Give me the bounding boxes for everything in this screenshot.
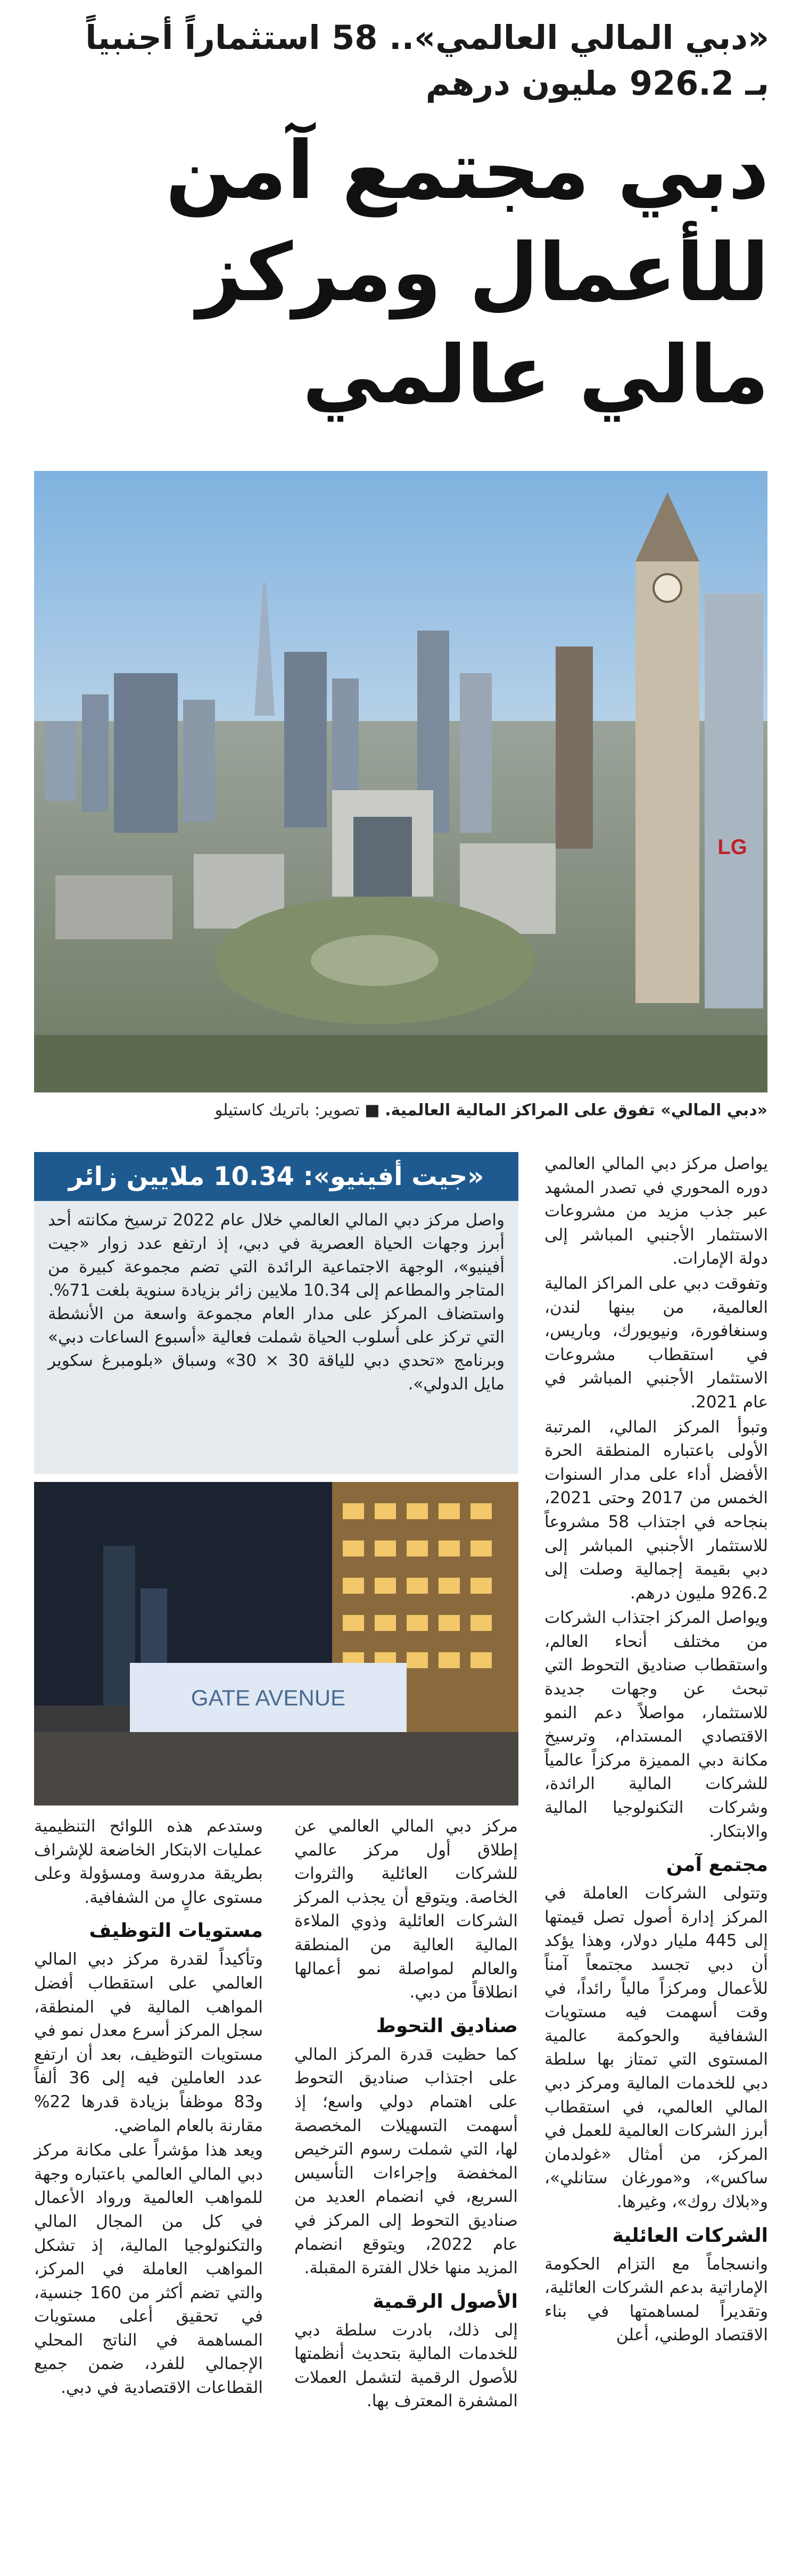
paragraph: وتبوأ المركز المالي، المرتبة الأولى باعتباره المنطقة الحرة الأفضل أداء على مدار السنوات الخمس من 2017 وحتى 2021، بنجاحه في اجتذاب 58 مشروعاً للاستثمار الأجنبي المباشر إلى دبي بقيمة إجمالية وصلت إلى 926.2 مليون درهم.	[544, 1417, 768, 1603]
caption-bold: «دبي المالي» تفوق على المراكز المالية العالمية.	[385, 1101, 767, 1120]
billboard-text: GATE AVENUE	[191, 1685, 346, 1710]
caption-credit: ■ تصوير: باتريك كاستيلو	[214, 1101, 380, 1120]
skyline-illustration	[34, 471, 767, 1092]
article-kicker	[29, 15, 769, 106]
paragraph: يواصل مركز دبي المالي العالمي دوره المحوري في تصدر المشهد عبر جذب مزيد من مشروعات الاستثمار الأجنبي المباشر إلى دولة الإمارات.	[544, 1154, 768, 1269]
main-photo-dubai-skyline	[34, 471, 767, 1092]
headline-line-2: للأعمال ومركز	[196, 227, 769, 319]
paragraph: وانسجاماً مع التزام الحكومة الإماراتية بدعم الشركات العائلية، وتقديراً لمساهمتها في بناء الاقتصاد الوطني، أعلن	[544, 2254, 768, 2345]
paragraph: مركز دبي المالي العالمي عن إطلاق أول مركز عالمي للشركات العائلية والثروات الخاصة. ويتوقع أن يجذب المركز الشركات العائلية وذوي الملاءة المالية العالية من المنطقة والعالم لمواصلة نمو أعمالها انطلاقاً من دبي.	[294, 1817, 518, 2002]
box-paragraph-2: واستضاف المركز على مدار العام مجموعة واسعة من الأنشطة التي تركز على أسلوب الحياة شملت فعالية «أسبوع الساعات دبي» وبرنامج «تحدي دبي للياقة 30 × 30» وسباق «بلومبرغ سكوير مايل الدولي».	[48, 1304, 505, 1394]
paragraph: وستدعم هذه اللوائح التنظيمية عمليات الابتكار الخاضعة للإشراف بطريقة مدروسة ومسؤولة وعلى مستوى عالٍ من الشفافية.	[34, 1817, 263, 1907]
box-paragraph-1: واصل مركز دبي المالي العالمي خلال عام 2022 ترسيخ مكانته أحد أبرز وجهات الحياة العصرية في دبي، إذ ارتفع عدد زوار «جيت أفينيو»، الوجهة الاجتماعية الرائدة التي تضم مجموعة كبيرة من المتاجر والمطاعم إلى 10.34 ملايين زائر بزيادة سنوية بلغت 71%.	[48, 1211, 505, 1300]
column-left	[34, 1815, 263, 2401]
paragraph: ويعد هذا مؤشراً على مكانة مركز دبي المالي العالمي باعتباره وجهة للمواهب العالمية ورواد الأعمال في كل من المجال المالي والتكنولوجيا المالية، إذ تشكل المواهب العاملة في المركز، والتي تضم أكثر من 160 جنسية، في تحقيق أعلى مستويات المساهمة في الناتج المحلي الإجمالي للفرد، ضمن جميع القطاعات الاقتصادية في دبي.	[34, 2141, 263, 2398]
gate-avenue-box	[34, 1152, 518, 1474]
subheading-digital-assets: الأصول الرقمية	[373, 2290, 518, 2313]
article-headline	[29, 120, 769, 426]
paragraph: وتأكيداً لقدرة مركز دبي المالي العالمي على استقطاب أفضل المواهب المالية في المنطقة، سجل المركز أسرع معدل نمو في مستويات التوظيف، بعد أن ارتفع عدد العاملين فيه إلى 36 ألفاً و83 موظفاً بزيادة قدرها 22% مقارنة بالعام الماضي.	[34, 1950, 263, 2135]
photo-caption	[34, 1097, 767, 1124]
box-text	[48, 1208, 505, 1396]
paragraph: إلى ذلك، بادرت سلطة دبي للخدمات المالية بتحديث أنظمتها للأصول الرقمية لتشمل العملات المشفرة المعترف بها.	[294, 2320, 518, 2411]
column-middle	[294, 1815, 518, 2414]
paragraph: وتفوقت دبي على المراكز المالية العالمية، من بينها لندن، وسنغافورة، ونيويورك، وباريس، في استقطاب مشروعات الاستثمار الأجنبي المباشر في عام 2021.	[544, 1273, 768, 1412]
headline-line-3: مالي عالمي	[302, 329, 769, 421]
subheading-hedge-funds: صناديق التحوط	[376, 2015, 518, 2037]
kicker-line-1: «دبي المالي العالمي».. 58 استثماراً أجنبياً	[85, 18, 769, 57]
paragraph: كما حظيت قدرة المركز المالي على اجتذاب صناديق التحوط على اهتمام دولي واسع؛ إذ أسهمت التسهيلات المخصصة لها، التي شملت رسوم الترخيص المخفضة وإجراءات التأسيس السريع، في انضمام العديد من صناديق التحوط إلى المركز في عام 2022، ويتوقع انضمام المزيد منها خلال الفترة المقبلة.	[294, 2044, 518, 2278]
subheading-safe-community: مجتمع آمن	[666, 1854, 768, 1876]
paragraph: وتتولى الشركات العاملة في المركز إدارة أصول تصل قيمتها إلى 445 مليار دولار، وهذا يؤكد أن دبي تجسد مجتمعاً آمناً للأعمال ومركزاً مالياً رائداً، في وقت أسهمت فيه مستويات الشفافية والحوكمة عالمية المستوى التي تمتاز بها سلطة دبي للخدمات المالية ومركز دبي المالي العالمي، في استقطاب أبرز الشركات العالمية للعمل في المركز، من أمثال «غولدمان ساكس»، و«مورغان ستانلي»، و«بلاك روك»، وغيرها.	[544, 1884, 768, 2211]
paragraph: ويواصل المركز اجتذاب الشركات من مختلف أنحاء العالم، واستقطاب صناديق التحوط التي تبحث عن وجهات جديدة للاستثمار، مواصلاً دعم النمو الاقتصادي المستدام، وترسيخ مكانة دبي المميزة مركزاً عالمياً للشركات المالية الرائدة، وشركات التكنولوجيا المالية والابتكار.	[544, 1608, 768, 1841]
column-right	[544, 1152, 768, 2348]
subheading-employment: مستويات التوظيف	[89, 1920, 263, 1942]
subheading-family-businesses: الشركات العائلية	[612, 2224, 768, 2247]
headline-line-1: دبي مجتمع آمن	[165, 125, 769, 217]
kicker-line-2: بـ 926.2 مليون درهم	[425, 64, 769, 103]
gate-avenue-illustration	[34, 1482, 518, 1805]
tower-sign-lg: LG	[717, 835, 747, 859]
box-title: «جيت أفينيو»: 10.34 ملايين زائر	[34, 1152, 518, 1201]
gate-avenue-photo	[34, 1482, 518, 1805]
